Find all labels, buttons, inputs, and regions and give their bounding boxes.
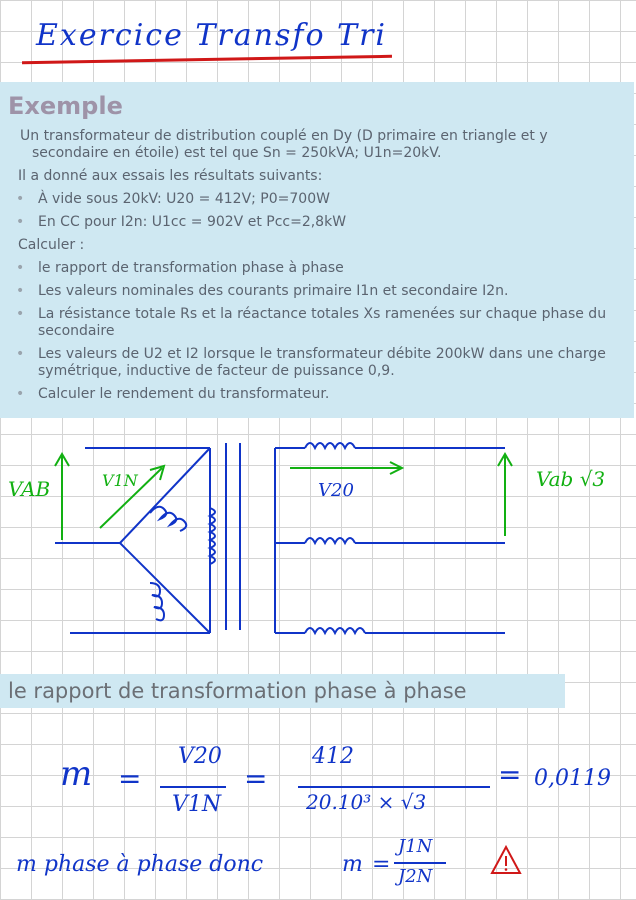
triangle-side-b — [120, 543, 210, 633]
list-item: • La résistance totale Rs et la réactance totales Xs ramenées sur chaque phase du secondaire — [8, 306, 612, 340]
page-title: Exercice Transfo Tri — [36, 18, 388, 53]
secondary-coil-1 — [305, 443, 355, 448]
list-item: • Les valeurs nominales des courants primaire I1n et secondaire I2n. — [8, 283, 612, 300]
fraction-2-numerator: 412 — [312, 744, 354, 769]
secondary-coil-2 — [305, 538, 355, 543]
list-item: • le rapport de transformation phase à phase — [8, 260, 612, 277]
fraction-3-numerator: J1N — [398, 836, 433, 857]
fraction-3-denominator: J2N — [398, 866, 433, 887]
ratio-symbol: m — [60, 754, 93, 794]
label-v1n: V1N — [102, 471, 138, 490]
conclusion-text: m phase à phase donc — [16, 852, 264, 877]
equals-sign: = — [498, 758, 522, 791]
calc-label: Calculer : — [18, 237, 85, 253]
section-banner: le rapport de transformation phase à phase — [0, 674, 565, 708]
slide-intro-line-2: secondaire en étoile) est tel que Sn = 250kVA; U1n=20kV. — [32, 145, 442, 161]
warning-icon — [490, 844, 522, 876]
transformer-diagram — [0, 418, 636, 658]
slide-intro-line-1: Un transformateur de distribution couplé en Dy (D primaire en triangle et y — [20, 128, 548, 144]
title-underline — [22, 55, 392, 64]
equals-sign: = — [118, 762, 142, 795]
primary-coil-a — [150, 507, 186, 531]
fraction-2-bar — [298, 786, 490, 788]
list-item: • En CC pour I2n: U1cc = 902V et Pcc=2,8kW — [8, 214, 612, 231]
secondary-coil-3 — [305, 628, 365, 633]
slide-intro — [8, 128, 612, 162]
label-vab-sqrt3: Vab √3 — [536, 467, 606, 491]
fraction-3-bar — [394, 862, 446, 864]
list-item: • Calculer le rendement du transformateur. — [8, 386, 612, 403]
slide-heading: Exemple — [8, 92, 123, 120]
fraction-1-numerator: V20 — [178, 744, 222, 769]
label-vab: VAB — [8, 477, 51, 501]
tests-label: Il a donné aux essais les résultats suivants: — [18, 168, 323, 184]
example-slide — [0, 82, 634, 418]
equals-sign: = — [244, 762, 268, 795]
label-v20: V20 — [318, 480, 354, 501]
equals-sign: = — [372, 852, 391, 877]
ratio-symbol: m — [342, 852, 363, 877]
fraction-1-denominator: V1N — [172, 792, 222, 817]
ratio-result: 0,0119 — [534, 766, 611, 791]
list-item: • Les valeurs de U2 et I2 lorsque le transformateur débite 200kW dans une charge symétrique, inductive de facteur de puissance 0,9. — [8, 346, 612, 380]
questions-list — [8, 260, 612, 403]
primary-coil-b — [150, 583, 164, 620]
fraction-1-bar — [160, 786, 226, 788]
fraction-2-denominator: 20.10³ × √3 — [306, 790, 427, 814]
list-item: • À vide sous 20kV: U20 = 412V; P0=700W — [8, 191, 612, 208]
tests-list — [8, 191, 612, 231]
